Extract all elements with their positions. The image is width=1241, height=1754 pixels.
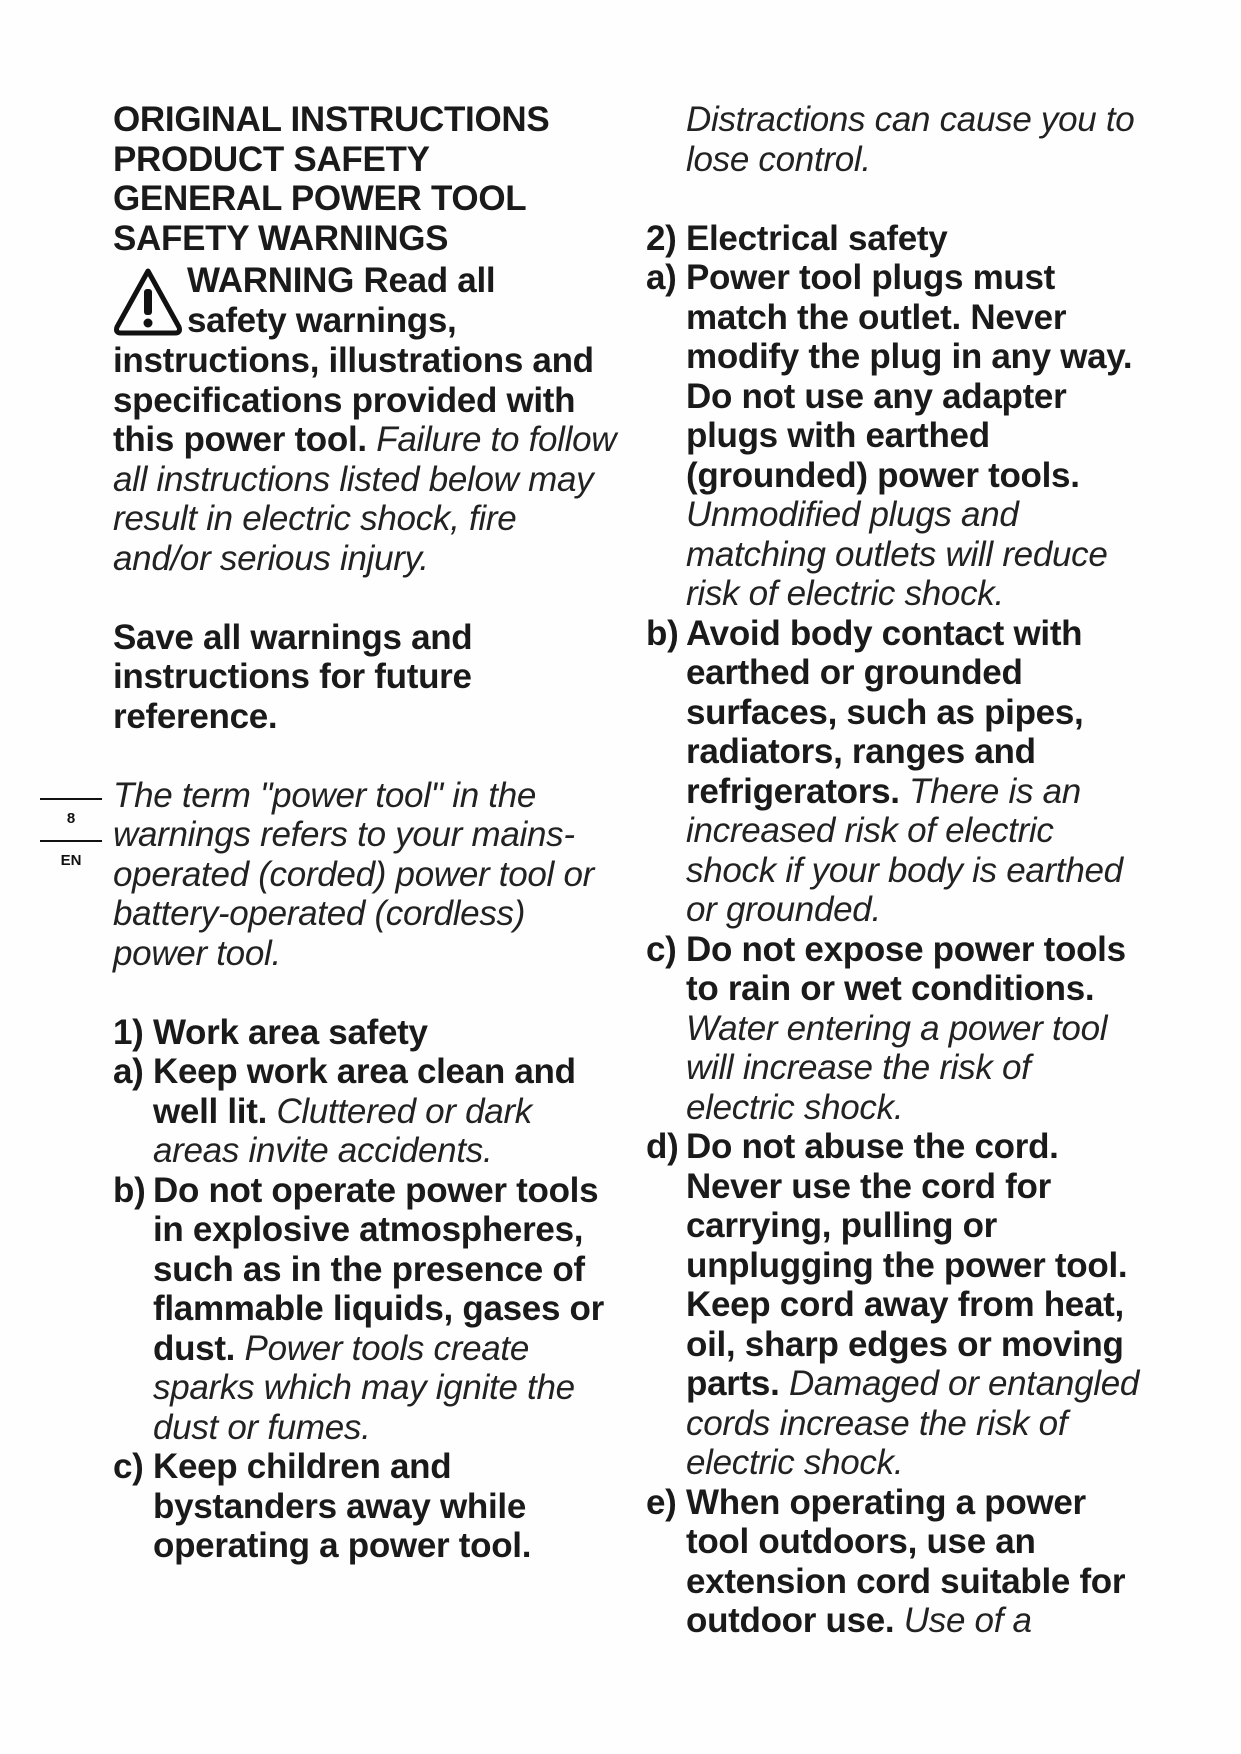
list-item bbox=[113, 1171, 623, 1448]
item-italic: Use of a bbox=[903, 1601, 1032, 1640]
item-marker: d) bbox=[646, 1127, 679, 1166]
heading-line-4: SAFETY WARNINGS bbox=[113, 218, 449, 258]
section-electrical-safety bbox=[646, 219, 1146, 1641]
save-instructions-note: Save all warnings and instructions for future reference. bbox=[113, 617, 473, 736]
item-italic: Power tools create sparks which may ignite the dust or fumes. bbox=[153, 1328, 575, 1447]
section-work-area-safety bbox=[113, 1013, 623, 1566]
item-marker: b) bbox=[113, 1170, 146, 1210]
item-italic: Cluttered or dark areas invite accidents. bbox=[153, 1091, 533, 1170]
document-heading bbox=[113, 100, 623, 258]
item-bold: Avoid body contact with earthed or grounded surfaces, such as pipes, radiators, ranges and refrigerators. bbox=[686, 613, 1084, 811]
item-marker: e) bbox=[646, 1482, 677, 1522]
list-item bbox=[646, 614, 1146, 930]
power-tool-term-note: The term "power tool" in the warnings refers to your mains-operated (corded) power tool or battery-operated (cordless) power tool. bbox=[113, 775, 594, 973]
item-bold: Keep children and bystanders away while operating a power tool. bbox=[153, 1447, 532, 1565]
item-bold: Do not expose power tools to rain or wet conditions. bbox=[686, 929, 1126, 1008]
item-marker: a) bbox=[646, 258, 677, 297]
list-item bbox=[113, 1447, 623, 1566]
item-bold: Do not operate power tools in explosive atmospheres, such as in the presence of flammable liquids, gases or dust. bbox=[153, 1170, 604, 1368]
page-number: 8 bbox=[40, 798, 102, 832]
list-item bbox=[113, 1052, 623, 1171]
language-code: EN bbox=[40, 840, 102, 869]
item-marker: c) bbox=[113, 1447, 144, 1486]
item-marker: c) bbox=[646, 929, 677, 969]
general-warning bbox=[113, 261, 623, 578]
list-item bbox=[646, 1127, 1146, 1483]
item-bold: When operating a power tool outdoors, use an extension cord suitable for outdoor use. bbox=[686, 1482, 1126, 1640]
item-marker: b) bbox=[646, 613, 679, 653]
heading-line-3: GENERAL POWER TOOL bbox=[113, 179, 527, 218]
list-item bbox=[646, 930, 1146, 1128]
list-item bbox=[646, 258, 1146, 614]
item-italic: There is an increased risk of electric shock if your body is earthed or grounded. bbox=[686, 771, 1123, 929]
page-side-tab bbox=[40, 798, 102, 869]
right-column bbox=[646, 100, 1146, 1641]
warning-italic-text: Failure to follow all instructions listed below may result in electric shock, fire and/or serious injury. bbox=[113, 420, 617, 578]
warning-line-1: WARNING Read all bbox=[187, 261, 496, 300]
item-bold: Power tool plugs must match the outlet. Never modify the plug in any way. Do not use any adapter plugs with earthed (grounded) power tools. bbox=[686, 258, 1133, 495]
item-italic: Damaged or entangled cords increase the risk of electric shock. bbox=[686, 1364, 1140, 1482]
item-italic: Unmodified plugs and matching outlets will reduce risk of electric shock. bbox=[686, 495, 1108, 613]
item-marker: a) bbox=[113, 1052, 144, 1091]
item-italic: Water entering a power tool will increase the risk of electric shock. bbox=[686, 1008, 1108, 1127]
list-item bbox=[646, 1483, 1146, 1641]
left-column bbox=[113, 100, 623, 1566]
item-bold: Keep work area clean and well lit. bbox=[153, 1052, 576, 1131]
warning-bold-text: instructions, illustrations and specifications provided with this power tool. bbox=[113, 341, 594, 459]
heading-line-1: ORIGINAL INSTRUCTIONS bbox=[113, 100, 550, 139]
warning-line-2: safety warnings, bbox=[187, 300, 457, 340]
continuation-text: Distractions can cause you to lose control. bbox=[686, 100, 1135, 179]
heading-line-2: PRODUCT SAFETY bbox=[113, 139, 430, 179]
warning-triangle-icon bbox=[113, 265, 183, 341]
section-title: 1) Work area safety bbox=[113, 1012, 428, 1052]
section-title: 2) Electrical safety bbox=[646, 218, 948, 258]
item-bold: Do not abuse the cord. Never use the cord for carrying, pulling or unplugging the power tool. Keep cord away from heat, oil, sharp edges or moving parts. bbox=[686, 1127, 1128, 1403]
